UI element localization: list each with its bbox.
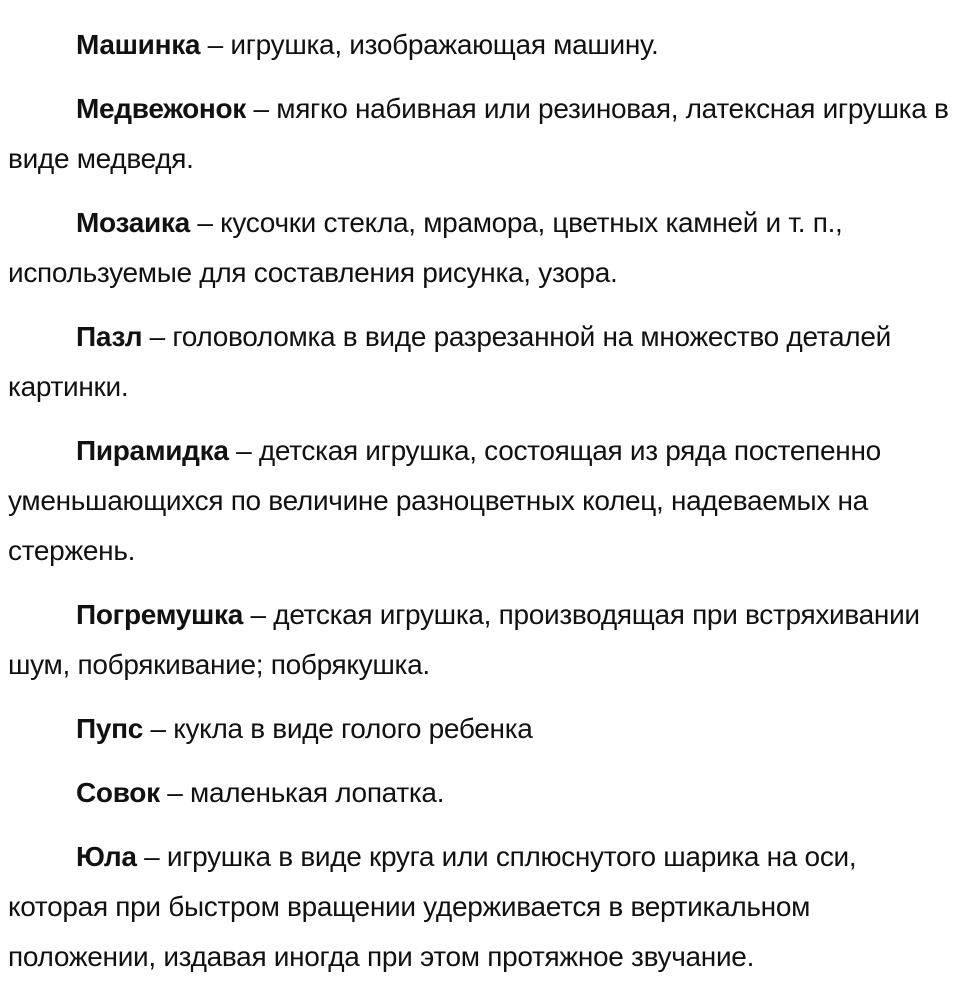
glossary-entry-sovok: [8, 768, 954, 818]
entry-definition: – игрушка в виде круга или сплюснутого шарика на оси, которая при быстром вращении удерживается в вертикальном положении, издавая иногда при этом протяжное звучание.: [8, 841, 857, 972]
glossary-entry-yula: [8, 832, 954, 982]
entry-term: Юла: [76, 841, 137, 872]
entry-definition: – кусочки стекла, мрамора, цветных камней и т. п., используемые для составления рисунка, узора.: [8, 207, 843, 288]
entry-definition: – головоломка в виде разрезанной на множество деталей картинки.: [8, 321, 891, 402]
entry-term: Пупс: [76, 713, 143, 744]
entry-term: Машинка: [76, 29, 201, 60]
entry-definition: – игрушка, изображающая машину.: [200, 29, 659, 60]
entry-definition: – детская игрушка, производящая при встряхивании шум, побрякивание; побрякушка.: [8, 599, 920, 680]
glossary-entry-pogremushka: [8, 590, 954, 690]
glossary-entry-mozaika: [8, 198, 954, 298]
entry-term: Пазл: [76, 321, 143, 352]
entry-term: Совок: [76, 777, 160, 808]
glossary: [8, 20, 954, 996]
entry-term: Погремушка: [76, 599, 244, 630]
entry-definition: – детская игрушка, состоящая из ряда постепенно уменьшающихся по величине разноцветных колец, надеваемых на стержень.: [8, 435, 881, 566]
entry-term: Медвежонок: [76, 93, 247, 124]
glossary-entry-medvezhonok: [8, 84, 954, 184]
glossary-entry-pups: [8, 704, 954, 754]
entry-definition: – кукла в виде голого ребенка: [142, 713, 533, 744]
entry-definition: – маленькая лопатка.: [159, 777, 445, 808]
glossary-entry-mashinka: [8, 20, 954, 70]
entry-definition: – мягко набивная или резиновая, латексная игрушка в виде медведя.: [8, 93, 949, 174]
entry-term: Пирамидка: [76, 435, 229, 466]
glossary-entry-piramidka: [8, 426, 954, 576]
entry-term: Мозаика: [76, 207, 190, 238]
glossary-entry-pazl: [8, 312, 954, 412]
